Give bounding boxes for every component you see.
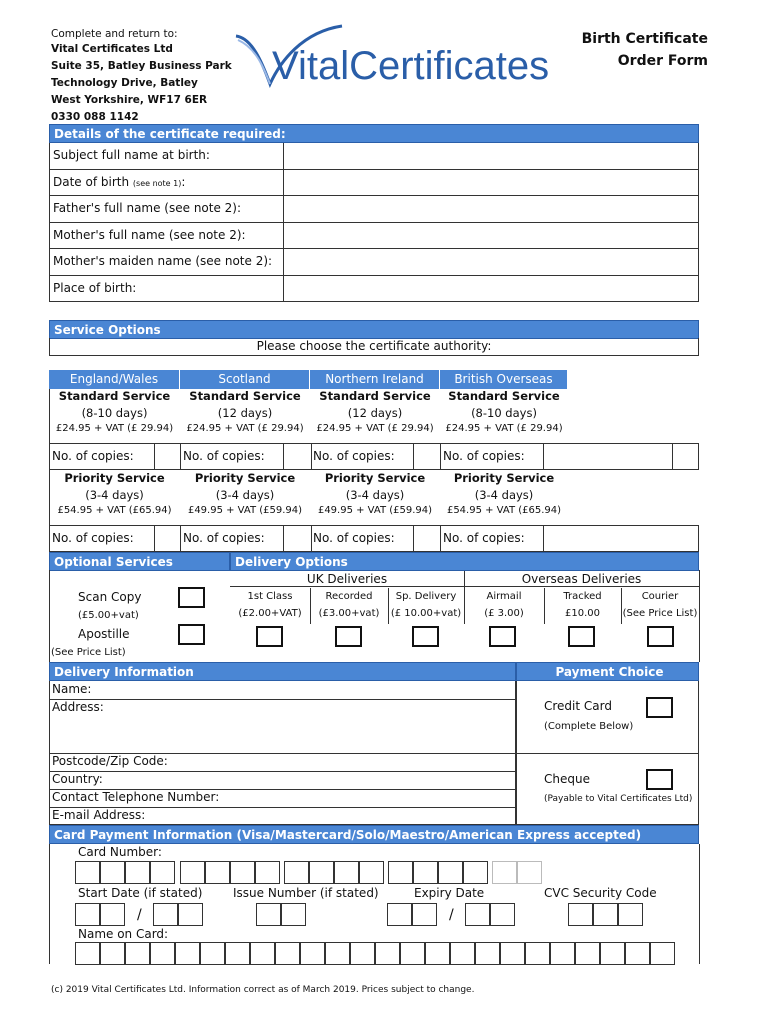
credit-card-note: (Complete Below) bbox=[544, 721, 634, 732]
company-phone: 0330 088 1142 bbox=[51, 111, 139, 123]
expiry-date-label: Expiry Date bbox=[414, 886, 485, 900]
delivery-courier-checkbox[interactable] bbox=[647, 626, 674, 647]
cheque-checkbox[interactable] bbox=[646, 769, 673, 790]
return-to-label: Complete and return to: bbox=[51, 28, 178, 40]
std-england: Standard Service (8-10 days) £24.95 + VAT (£ 29.94) bbox=[55, 389, 174, 434]
delivery-courier: Courier (See Price List) bbox=[622, 591, 698, 619]
authority-ni[interactable]: Northern Ireland bbox=[310, 370, 440, 389]
copies-label: No. of copies: bbox=[313, 531, 395, 545]
standard-service-row bbox=[49, 389, 569, 442]
delivery-airmail: Airmail (£ 3.00) bbox=[484, 591, 524, 619]
pri-overseas: Priority Service (3-4 days) £54.95 + VAT (£65.94) bbox=[446, 471, 562, 516]
delivery-tracked: Tracked £10.00 bbox=[563, 591, 602, 619]
form-title-line-1: Birth Certificate bbox=[581, 31, 708, 47]
form-title-line-2: Order Form bbox=[617, 53, 708, 69]
credit-card-label: Credit Card bbox=[544, 699, 612, 713]
detail-label: Mother's maiden name (see note 2): bbox=[53, 254, 273, 268]
choose-authority: Please choose the certificate authority: bbox=[49, 338, 699, 356]
card-number-boxes[interactable] bbox=[75, 861, 545, 886]
delivery-email[interactable]: E-mail Address: bbox=[52, 808, 146, 822]
delivery-special: Sp. Delivery (£ 10.00+vat) bbox=[390, 591, 462, 619]
delivery-info-heading: Delivery Information bbox=[49, 662, 516, 681]
cvc-label: CVC Security Code bbox=[544, 886, 657, 900]
delivery-phone[interactable]: Contact Telephone Number: bbox=[52, 790, 220, 804]
delivery-postcode[interactable]: Postcode/Zip Code: bbox=[52, 754, 168, 768]
detail-label: Place of birth: bbox=[53, 280, 137, 295]
details-heading: Details of the certificate required: bbox=[49, 124, 699, 143]
issue-number-boxes[interactable] bbox=[256, 903, 311, 928]
copies-row-priority bbox=[49, 525, 699, 552]
vital-certificates-logo bbox=[232, 22, 562, 92]
delivery-country[interactable]: Country: bbox=[52, 772, 103, 786]
std-overseas: Standard Service (8-10 days) £24.95 + VAT (£ 29.94) bbox=[445, 389, 563, 434]
footer-copyright: (c) 2019 Vital Certificates Ltd. Information correct as of March 2019. Prices subject to change. bbox=[51, 985, 475, 995]
apostille-checkbox[interactable] bbox=[178, 624, 205, 645]
detail-row-mother[interactable] bbox=[49, 223, 699, 250]
copies-row-standard bbox=[49, 443, 699, 470]
detail-label: Date of birth (see note 1): bbox=[53, 174, 186, 189]
copies-label: No. of copies: bbox=[313, 449, 395, 463]
start-date-boxes[interactable]: / bbox=[75, 903, 210, 928]
std-scotland: Standard Service (12 days) £24.95 + VAT (£ 29.94) bbox=[186, 389, 304, 434]
delivery-airmail-checkbox[interactable] bbox=[489, 626, 516, 647]
std-ni: Standard Service (12 days) £24.95 + VAT (£ 29.94) bbox=[316, 389, 434, 434]
card-payment-heading: Card Payment Information (Visa/Mastercard/Solo/Maestro/American Express accepted) bbox=[49, 825, 699, 844]
company-name: Vital Certificates Ltd bbox=[51, 43, 173, 55]
form-title bbox=[582, 28, 708, 72]
detail-label: Mother's full name (see note 2): bbox=[53, 227, 246, 242]
detail-label: Father's full name (see note 2): bbox=[53, 201, 242, 215]
address-line-1: Suite 35, Batley Business Park bbox=[51, 60, 232, 72]
copies-label: No. of copies: bbox=[443, 449, 525, 463]
scan-copy-price: (£5.00+vat) bbox=[78, 610, 139, 621]
credit-card-checkbox[interactable] bbox=[646, 697, 673, 718]
copies-label: No. of copies: bbox=[443, 531, 525, 545]
issue-number-label: Issue Number (if stated) bbox=[233, 886, 379, 900]
copies-label: No. of copies: bbox=[52, 531, 134, 545]
copies-label: No. of copies: bbox=[52, 449, 134, 463]
authority-scotland[interactable]: Scotland bbox=[180, 370, 310, 389]
authority-england[interactable]: England/Wales bbox=[49, 370, 180, 389]
scan-copy-checkbox[interactable] bbox=[178, 587, 205, 608]
card-number-label: Card Number: bbox=[78, 845, 162, 859]
overseas-deliveries-label: Overseas Deliveries bbox=[464, 572, 699, 587]
optional-heading: Optional Services bbox=[49, 552, 230, 571]
detail-row-dob[interactable] bbox=[49, 170, 699, 197]
pri-england: Priority Service (3-4 days) £54.95 + VAT (£65.94) bbox=[57, 471, 172, 516]
name-on-card-label: Name on Card: bbox=[78, 927, 169, 941]
detail-label: Subject full name at birth: bbox=[53, 148, 210, 162]
delivery-1st-class: 1st Class (£2.00+VAT) bbox=[238, 591, 302, 619]
expiry-date-boxes[interactable]: / bbox=[387, 903, 522, 928]
service-heading: Service Options bbox=[49, 320, 699, 339]
cvc-boxes[interactable] bbox=[568, 903, 648, 928]
cheque-note: (Payable to Vital Certificates Ltd) bbox=[544, 794, 693, 804]
delivery-special-checkbox[interactable] bbox=[412, 626, 439, 647]
delivery-recorded: Recorded (£3.00+vat) bbox=[318, 591, 380, 619]
copies-label: No. of copies: bbox=[183, 531, 265, 545]
copies-label: No. of copies: bbox=[183, 449, 265, 463]
payment-heading: Payment Choice bbox=[516, 662, 699, 681]
address-line-3: West Yorkshire, WF17 6ER bbox=[51, 94, 208, 106]
name-on-card-boxes[interactable] bbox=[75, 942, 675, 965]
cheque-label: Cheque bbox=[544, 772, 590, 786]
pri-ni: Priority Service (3-4 days) £49.95 + VAT (£59.94) bbox=[317, 471, 433, 516]
delivery-1st-class-checkbox[interactable] bbox=[256, 626, 283, 647]
delivery-tracked-checkbox[interactable] bbox=[568, 626, 595, 647]
delivery-recorded-checkbox[interactable] bbox=[335, 626, 362, 647]
priority-service-row bbox=[49, 471, 569, 525]
logo-text: VitalCertificates bbox=[272, 44, 550, 88]
scan-copy-label: Scan Copy bbox=[78, 590, 142, 604]
detail-row-place[interactable] bbox=[49, 276, 699, 303]
delivery-address[interactable]: Address: bbox=[52, 700, 104, 714]
uk-deliveries-label: UK Deliveries bbox=[230, 572, 464, 587]
authority-overseas[interactable]: British Overseas bbox=[440, 370, 568, 389]
delivery-options-heading: Delivery Options bbox=[230, 552, 699, 571]
company-address bbox=[51, 41, 232, 126]
pri-scotland: Priority Service (3-4 days) £49.95 + VAT (£59.94) bbox=[187, 471, 303, 516]
apostille-price: (See Price List) bbox=[51, 647, 126, 658]
apostille-label: Apostille bbox=[78, 627, 130, 641]
delivery-name[interactable]: Name: bbox=[52, 682, 92, 696]
address-line-2: Technology Drive, Batley bbox=[51, 77, 198, 89]
detail-row-maiden[interactable] bbox=[49, 249, 699, 276]
start-date-label: Start Date (if stated) bbox=[78, 886, 203, 900]
detail-row-father[interactable] bbox=[49, 196, 699, 223]
detail-row-subject-name[interactable] bbox=[49, 143, 699, 170]
